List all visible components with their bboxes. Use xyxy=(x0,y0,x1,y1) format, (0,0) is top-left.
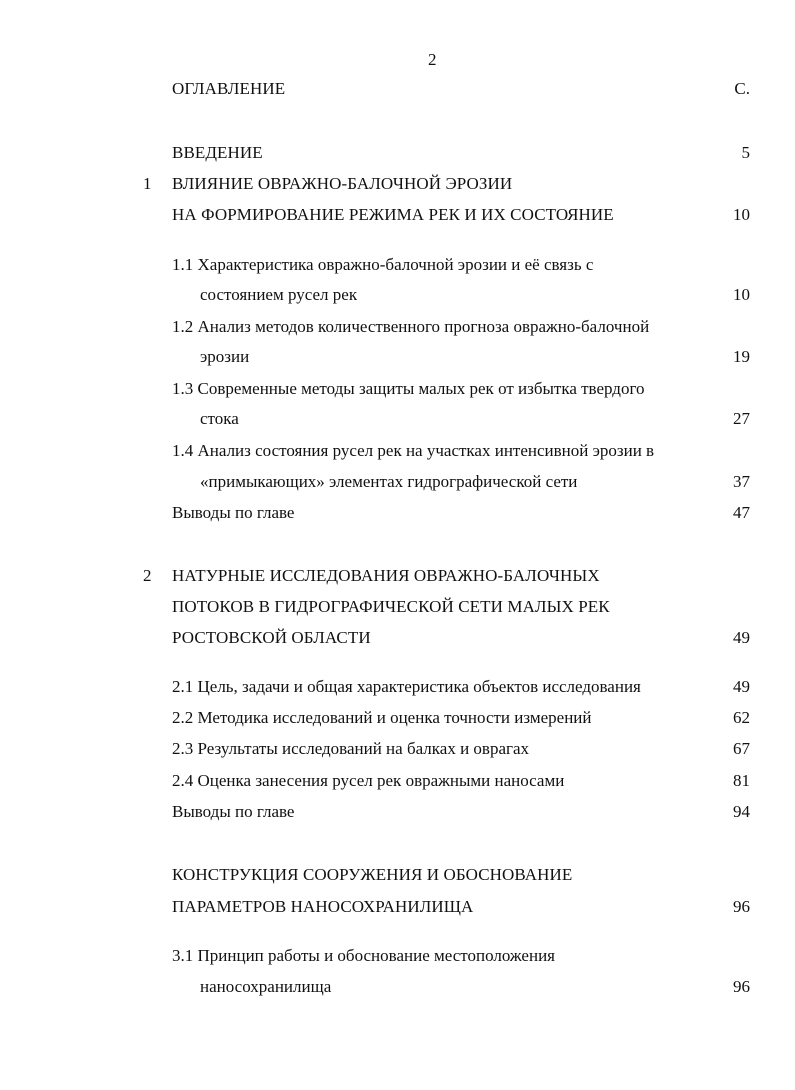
page-number: 2 xyxy=(428,50,437,69)
chapter-2-title-line2: ПОТОКОВ В ГИДРОГРАФИЧЕСКОЙ СЕТИ МАЛЫХ РЕК xyxy=(172,597,610,616)
section-1-1-page: 10 xyxy=(733,285,750,304)
chapter-2-title-line3: РОСТОВСКОЙ ОБЛАСТИ xyxy=(172,628,371,647)
chapter-2-title-line1: НАТУРНЫЕ ИССЛЕДОВАНИЯ ОВРАЖНО-БАЛОЧНЫХ xyxy=(172,566,600,585)
toc-title: ОГЛАВЛЕНИЕ xyxy=(172,79,286,98)
section-3-1-line2: наносохранилища xyxy=(200,977,332,996)
chapter-2-conclusions: Выводы по главе xyxy=(172,802,295,821)
section-1-4-line1: 1.4 Анализ состояния русел рек на участках интенсивной эрозии в xyxy=(172,441,655,460)
toc-page-intro: 5 xyxy=(741,143,750,162)
chapter-3-title-line1: КОНСТРУКЦИЯ СООРУЖЕНИЯ И ОБОСНОВАНИЕ xyxy=(172,865,573,884)
chapter-1-title-line2: НА ФОРМИРОВАНИЕ РЕЖИМА РЕК И ИХ СОСТОЯНИЕ xyxy=(172,205,614,224)
page-column-label: С. xyxy=(734,79,750,98)
toc-entry-intro: ВВЕДЕНИЕ xyxy=(172,143,263,162)
section-1-4-line2: «примыкающих» элементах гидрографической сети xyxy=(200,472,578,491)
section-1-2-line1: 1.2 Анализ методов количественного прогноза овражно-балочной xyxy=(172,317,650,336)
section-2-2-page: 62 xyxy=(733,708,750,727)
section-2-2: 2.2 Методика исследований и оценка точности измерений xyxy=(172,708,592,727)
section-1-1-line1: 1.1 Характеристика овражно-балочной эрозии и её связь с xyxy=(172,255,594,274)
chapter-1-conclusions-page: 47 xyxy=(733,503,750,522)
section-2-4: 2.4 Оценка занесения русел рек овражными наносами xyxy=(172,771,565,790)
section-1-3-page: 27 xyxy=(733,409,750,428)
chapter-3-page: 96 xyxy=(733,897,750,916)
chapter-1-conclusions: Выводы по главе xyxy=(172,503,295,522)
section-1-4-page: 37 xyxy=(733,472,750,491)
section-2-3-page: 67 xyxy=(733,739,750,758)
chapter-1-title-line1: ВЛИЯНИЕ ОВРАЖНО-БАЛОЧНОЙ ЭРОЗИИ xyxy=(172,174,513,193)
section-1-2-page: 19 xyxy=(733,347,750,366)
section-3-1-page: 96 xyxy=(733,977,750,996)
section-1-2-line2: эрозии xyxy=(200,347,250,366)
section-2-1-page: 49 xyxy=(733,677,750,696)
chapter-1-number: 1 xyxy=(143,174,152,193)
chapter-2-page: 49 xyxy=(733,628,750,647)
chapter-1-page: 10 xyxy=(733,205,750,224)
section-3-1-line1: 3.1 Принцип работы и обоснование местоположения xyxy=(172,946,555,965)
section-1-3-line1: 1.3 Современные методы защиты малых рек от избытка твердого xyxy=(172,379,645,398)
section-1-1-line2: состоянием русел рек xyxy=(200,285,358,304)
chapter-2-number: 2 xyxy=(143,566,152,585)
chapter-3-title-line2: ПАРАМЕТРОВ НАНОСОХРАНИЛИЩА xyxy=(172,897,474,916)
chapter-2-conclusions-page: 94 xyxy=(733,802,750,821)
section-2-3: 2.3 Результаты исследований на балках и оврагах xyxy=(172,739,530,758)
section-2-4-page: 81 xyxy=(733,771,750,790)
section-2-1: 2.1 Цель, задачи и общая характеристика объектов исследования xyxy=(172,677,641,696)
section-1-3-line2: стока xyxy=(200,409,239,428)
